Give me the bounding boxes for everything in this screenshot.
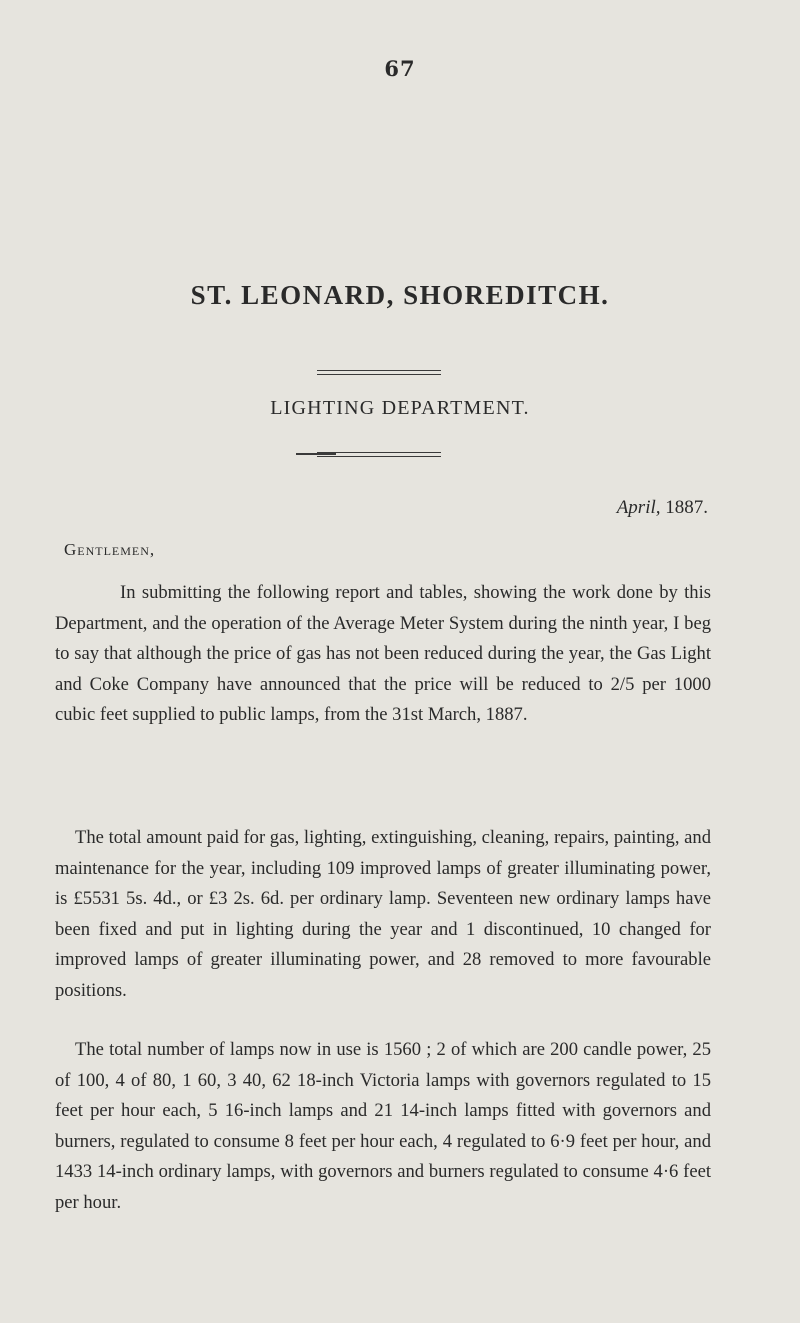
- paragraph-1: In submitting the following report and tables, showing the work done by this Department, and the operation of the Average Meter System during the ninth year, I beg to say that although the price of gas has not been reduced during the year, the Gas Light and Coke Company have announced that the price will be reduced to 2/5 per 1000 cubic feet supplied to public lamps, from the 31st March, 1887.: [55, 582, 711, 726]
- report-date-year: 1887.: [665, 497, 708, 518]
- department-heading: LIGHTING DEPARTMENT.: [270, 397, 530, 419]
- page-title: ST. LEONARD, SHOREDITCH.: [190, 280, 610, 310]
- page-number: 67: [384, 56, 416, 81]
- report-date-month: April,: [616, 497, 661, 518]
- paragraph-3: The total number of lamps now in use is 1560 ; 2 of which are 200 candle power, 25 of 100, 4 of 80, 1 60, 3 40, 62 18-inch Victoria lamps with governors regulated to 15 feet per hour each, 5 16-inch lamps and 21 14-inch lamps fitted with governors and burners, regulated to consume 8 feet per hour each, 4 regulated to 6·9 feet per hour, and 1433 14-inch ordinary lamps, with governors and burners regulated to consume 4·6 feet per hour.: [55, 1039, 711, 1213]
- title-divider-top: [317, 370, 441, 371]
- paragraph-2: The total amount paid for gas, lighting, extinguishing, cleaning, repairs, painting, and maintenance for the year, including 109 improved lamps of greater illuminating power, is £5531 5s. 4d., or £3 2s. 6d. per ordinary lamp. Seventeen new ordinary lamps have been fixed and put in lighting during the year and 1 discontinued, 10 changed for improved lamps of greater illuminating power, and 28 removed to more favourable positions.: [55, 827, 711, 1001]
- heading-divider-bottom: [317, 456, 441, 457]
- report-date: [617, 497, 708, 519]
- salutation: Gentlemen,: [64, 540, 156, 559]
- heading-divider-ornament: [296, 453, 336, 455]
- title-divider-bottom: [317, 374, 441, 375]
